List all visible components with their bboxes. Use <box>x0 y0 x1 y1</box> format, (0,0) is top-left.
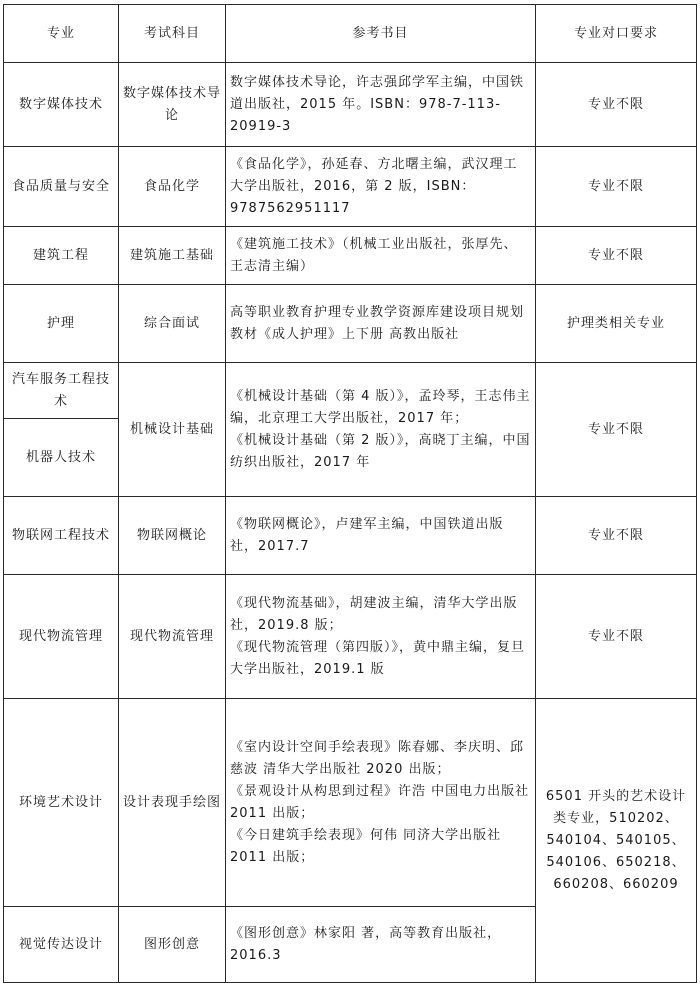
header-subject: 考试科目 <box>119 5 226 63</box>
requirement-cell: 专业不限 <box>536 227 697 285</box>
subject-cell: 综合面试 <box>119 285 226 363</box>
major-cell: 数字媒体技术 <box>4 63 119 147</box>
books-cell: 《建筑施工技术》（机械工业出版社，张厚先、王志清主编） <box>226 227 536 285</box>
table-row <box>4 147 697 227</box>
exam-table <box>3 4 697 983</box>
header-major: 专业 <box>4 5 119 63</box>
books-cell: 《机械设计基础（第 4 版）》，孟玲琴，王志伟主编，北京理工大学出版社，2017 年； 《机械设计基础（第 2 版）》，高晓丁主编，中国纺织出版社，2017 年 <box>226 363 536 497</box>
major-cell: 视觉传达设计 <box>4 907 119 983</box>
subject-cell: 机械设计基础 <box>119 363 226 497</box>
subject-cell: 物联网概论 <box>119 497 226 575</box>
major-cell: 机器人技术 <box>4 419 119 497</box>
header-row <box>4 5 697 63</box>
table-row <box>4 285 697 363</box>
requirement-cell: 专业不限 <box>536 363 697 497</box>
header-requirement: 专业对口要求 <box>536 5 697 63</box>
requirement-cell: 6501 开头的艺术设计类专业，510202、540104、540105、 540106、650218、 660208、660209 <box>536 699 697 983</box>
books-cell: 《物联网概论》，卢建军主编，中国铁道出版社，2017.7 <box>226 497 536 575</box>
header-books: 参考书目 <box>226 5 536 63</box>
requirement-cell: 专业不限 <box>536 575 697 699</box>
table-row <box>4 363 697 419</box>
books-cell: 《室内设计空间手绘表现》陈春娜、李庆明、邱慈波 清华大学出版社 2020 出版； 《景观设计从构思到过程》许浩 中国电力出版社 2011 出版； 《今日建筑手绘表现》何伟 同济大学出版社 2011 出版； <box>226 699 536 907</box>
major-cell: 建筑工程 <box>4 227 119 285</box>
books-cell: 《图形创意》林家阳 著，高等教育出版社，2016.3 <box>226 907 536 983</box>
subject-cell: 建筑施工基础 <box>119 227 226 285</box>
table-row <box>4 699 697 907</box>
table-row <box>4 575 697 699</box>
books-cell: 数字媒体技术导论，许志强邱学军主编，中国铁道出版社，2015 年。ISBN：978-7-113-20919-3 <box>226 63 536 147</box>
requirement-cell: 护理类相关专业 <box>536 285 697 363</box>
requirement-cell: 专业不限 <box>536 63 697 147</box>
requirement-cell: 专业不限 <box>536 147 697 227</box>
major-cell: 环境艺术设计 <box>4 699 119 907</box>
table-row <box>4 497 697 575</box>
major-cell: 护理 <box>4 285 119 363</box>
subject-cell: 食品化学 <box>119 147 226 227</box>
requirement-cell: 专业不限 <box>536 497 697 575</box>
major-cell: 现代物流管理 <box>4 575 119 699</box>
major-cell: 食品质量与安全 <box>4 147 119 227</box>
major-cell: 汽车服务工程技术 <box>4 363 119 419</box>
table-row <box>4 227 697 285</box>
major-cell: 物联网工程技术 <box>4 497 119 575</box>
books-cell: 《现代物流基础》，胡建波主编，清华大学出版社，2019.8 版； 《现代物流管理（第四版）》，黄中鼎主编，复旦大学出版社，2019.1 版 <box>226 575 536 699</box>
subject-cell: 图形创意 <box>119 907 226 983</box>
subject-cell: 数字媒体技术导论 <box>119 63 226 147</box>
books-cell: 《食品化学》，孙延春、方北曙主编，武汉理工大学出版社，2016，第 2 版，ISBN：9787562951117 <box>226 147 536 227</box>
table-row <box>4 63 697 147</box>
subject-cell: 设计表现手绘图 <box>119 699 226 907</box>
books-cell: 高等职业教育护理专业教学资源库建设项目规划教材《成人护理》上下册 高教出版社 <box>226 285 536 363</box>
subject-cell: 现代物流管理 <box>119 575 226 699</box>
